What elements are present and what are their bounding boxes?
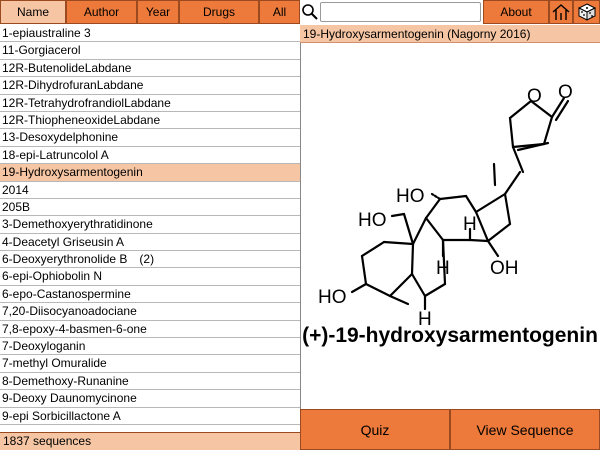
sequence-count: 1837 sequences [0, 432, 300, 450]
list-item[interactable] [0, 164, 300, 181]
list-item[interactable] [0, 95, 300, 112]
atom-ho-bottom: HO [318, 287, 347, 308]
quiz-button[interactable]: Quiz [300, 409, 450, 450]
list-item-label: 13-Desoxydelphonine [2, 130, 119, 145]
list-item-label: 9-Deoxy Daunomycinone [2, 391, 137, 406]
list-item-label: 6-Deoxyerythronolide B [2, 252, 128, 267]
list-item[interactable] [0, 112, 300, 129]
tab-all[interactable]: All [259, 0, 300, 24]
list-item[interactable] [0, 129, 300, 146]
home-icon [551, 2, 571, 22]
list-item-label: 11-Gorgiacerol [2, 43, 81, 58]
atom-o-carbonyl: O [558, 82, 573, 103]
list-item-label: 7,20-Diisocyanoadociane [2, 304, 137, 319]
tab-author[interactable]: Author [66, 0, 137, 24]
tab-drugs[interactable]: Drugs [179, 0, 259, 24]
list-item-label: 12R-TetrahydrofrandiolLabdane [2, 95, 171, 110]
list-item[interactable] [0, 147, 300, 164]
atom-ho-left: HO [358, 210, 387, 231]
list-item[interactable] [0, 60, 300, 77]
list-item-count: (2) [139, 252, 155, 267]
sequence-list[interactable] [0, 25, 301, 432]
atom-h-bottom: H [418, 309, 432, 330]
about-button[interactable]: About [483, 0, 549, 24]
atom-ho-top: HO [396, 186, 425, 207]
home-button[interactable] [549, 0, 573, 24]
list-item-label: 1-epiaustraline 3 [2, 26, 91, 40]
list-item[interactable] [0, 321, 300, 338]
list-item-label: 3-Demethoxyerythratidinone [2, 217, 153, 232]
list-item[interactable] [0, 251, 300, 268]
list-item-label: 12R-DihydrofuranLabdane [2, 78, 144, 93]
list-item[interactable] [0, 286, 300, 303]
list-item[interactable] [0, 408, 300, 425]
list-item-label: 4-Deacetyl Griseusin A [2, 234, 125, 249]
list-item[interactable] [0, 303, 300, 320]
atom-oh: OH [490, 258, 519, 279]
atom-o-ring: O [527, 86, 542, 107]
dice-icon [577, 2, 597, 22]
list-item[interactable] [0, 268, 300, 285]
tab-year[interactable]: Year [137, 0, 179, 24]
list-item[interactable] [0, 234, 300, 251]
random-button[interactable] [573, 0, 600, 24]
compound-label: (+)-19-hydroxysarmentogenin [302, 324, 598, 347]
list-item-label: 2014 [2, 182, 29, 197]
list-item[interactable] [0, 338, 300, 355]
list-item-label: 7-Deoxyloganin [2, 339, 86, 354]
list-item[interactable] [0, 42, 300, 59]
list-item-label: 8-Demethoxy-Runanine [2, 373, 129, 388]
list-item[interactable] [0, 25, 300, 42]
list-item[interactable] [0, 355, 300, 372]
view-sequence-button[interactable]: View Sequence [450, 409, 600, 450]
list-item-label: 7-methyl Omuralide [2, 356, 107, 371]
list-item-label: 19-Hydroxysarmentogenin [2, 165, 143, 180]
list-item-label: 6-epo-Castanospermine [2, 286, 131, 301]
list-item[interactable] [0, 373, 300, 390]
molecule-structure [300, 44, 600, 408]
atom-h-right: H [463, 214, 477, 235]
atom-h-mid: H [436, 258, 450, 279]
list-item-label: 205B [2, 199, 31, 214]
list-item[interactable] [0, 390, 300, 407]
list-item-label: 9-epi Sorbicillactone A [2, 408, 121, 423]
list-item[interactable] [0, 216, 300, 233]
list-item-label: 7,8-epoxy-4-basmen-6-one [2, 321, 147, 336]
list-item-label: 12R-ButenolideLabdane [2, 60, 132, 75]
search-input[interactable] [320, 2, 481, 22]
detail-title: 19-Hydroxysarmentogenin (Nagorny 2016) [300, 25, 600, 43]
search-icon[interactable] [300, 2, 320, 22]
list-item-label: 6-epi-Ophiobolin N [2, 269, 103, 284]
tab-name[interactable]: Name [0, 0, 66, 24]
list-item-label: 12R-ThiopheneoxideLabdane [2, 112, 161, 127]
list-item-label: 18-epi-Latruncolol A [2, 147, 109, 162]
list-item[interactable] [0, 77, 300, 94]
list-item[interactable] [0, 199, 300, 216]
list-item[interactable] [0, 182, 300, 199]
